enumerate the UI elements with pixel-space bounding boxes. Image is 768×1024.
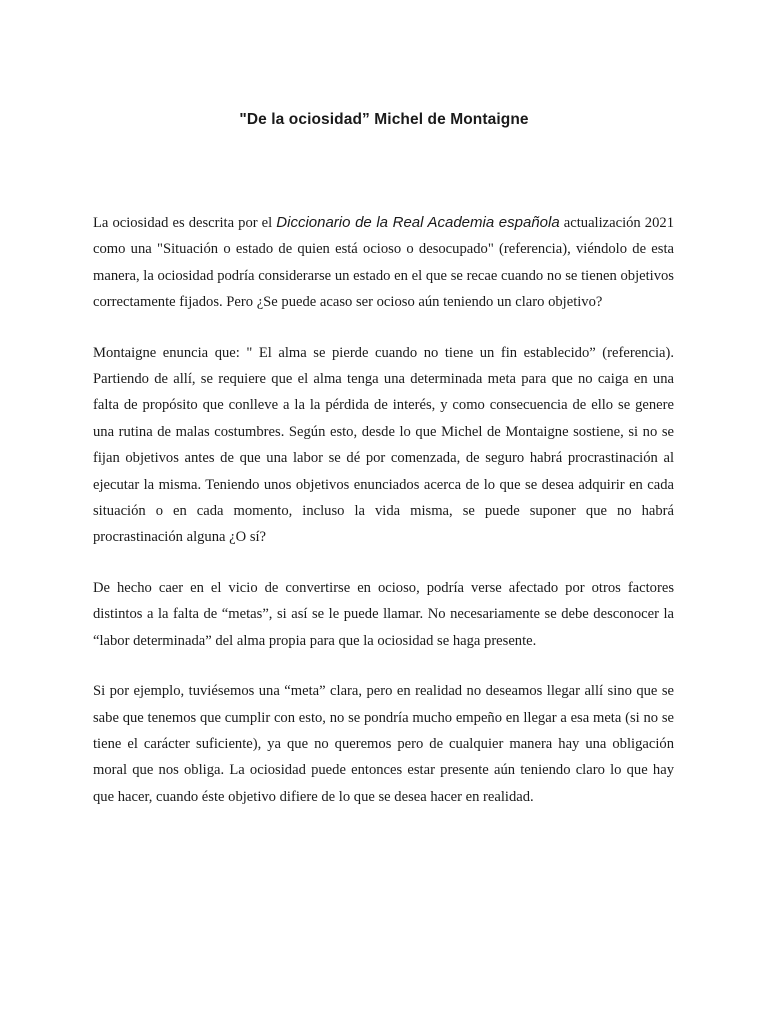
dictionary-reference: Diccionario de la Real Academia española — [276, 214, 560, 231]
document-title: "De la ociosidad” Michel de Montaigne — [239, 111, 529, 128]
paragraph-2: Montaigne enuncia que: " El alma se pierde cuando no tiene un fin establecido” (referencia). Partiendo de allí, se requiere que el alma tenga una determinada meta para que no caiga en una falta de propósito que conlleve a la la pérdida de interés, y como consecuencia de ello se genere una rutina de malas costumbres. Según esto, desde lo que Michel de Montaigne sostiene, si no se fijan objetivos antes de que una labor se dé por comenzada, de seguro habrá procrastinación al ejecutar la misma. Teniendo unos objetivos enunciados acerca de lo que se desea adquirir en cada situación o en cada momento, incluso la vida misma, se puede suponer que no habrá procrastinación alguna ¿O sí? — [93, 344, 674, 546]
paragraph-4: Si por ejemplo, tuviésemos una “meta” clara, pero en realidad no deseamos llegar allí sino que se sabe que tenemos que cumplir con esto, no se pondría mucho empeño en llegar a esa meta (si no se tiene el carácter suficiente), ya que no queremos pero de cualquier manera hay una obligación moral que nos obliga. La ociosidad puede entonces estar presente aún teniendo claro lo que hay que hacer, cuando éste objetivo difiere de lo que se desea hacer en realidad. — [93, 683, 674, 805]
document-body — [93, 210, 674, 834]
paragraph-3: De hecho caer en el vicio de convertirse en ocioso, podría verse afectado por otros factores distintos a la falta de “metas”, si así se le puede llamar. No necesariamente se debe desconocer la “labor determinada” del alma propia para que la ociosidad se haga presente. — [93, 579, 674, 649]
paragraph-1 — [93, 210, 674, 316]
paragraph-1-rest: actualización 2021 como una "Situación o estado de quien está ocioso o desocupado" (referencia), viéndolo de esta manera, la ociosidad podría considerarse un estado en el que se recae cuando no se tienen objetivos correctamente fijados. Pero ¿Se puede acaso ser ocioso aún teniendo un claro objetivo? — [93, 215, 674, 311]
paragraph-1-intro: La ociosidad es descrita por el — [93, 215, 277, 231]
